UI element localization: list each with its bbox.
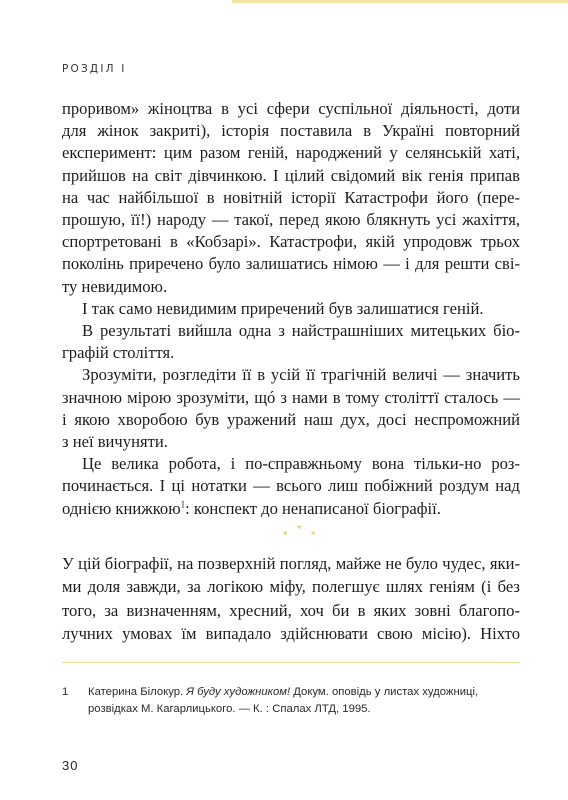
text-line: Це велика робота, і по-справжньому вона тільки-но роз-: [82, 454, 520, 474]
text-line: і якою хворобою був уражений наш дух, досі неспроможний: [62, 409, 520, 429]
text-line: прошую, її!) народу — такої, перед якою блякнуть усі жахіття,: [62, 210, 520, 230]
footnote-publication: розвідках М. Кагарлицького. — К. : Спалах ЛТД, 1995.: [88, 703, 371, 715]
text-line: ту невидимою.: [62, 276, 168, 296]
text-line: В результаті вийшла одна з найстрашніших митецьких біо-: [82, 321, 520, 341]
section-separator-stars: [281, 526, 321, 546]
text-line: спортретовані в «Кобзарі». Катастрофи, якій упродовж трьох: [62, 232, 520, 252]
star-icon: *: [297, 525, 302, 535]
text-line: того, за визначенням, хресний, хоч би в яких зовні благопо-: [62, 600, 520, 620]
text-line: У цій біографії, на позверхній погляд, майже не було чудес, яки-: [62, 554, 520, 573]
text-line: поколінь приречено було залишатись німою — і для решти сві-: [62, 254, 520, 274]
text-line: з неї вичуняти.: [62, 432, 168, 452]
text-fragment: : конспект до ненаписаної біографії.: [185, 498, 441, 518]
text-line: прийшов на світ дівчинкою. І цілий свідомий вік генія припав: [62, 165, 520, 185]
main-text-block: [62, 98, 520, 520]
footnote-marker[interactable]: 1: [180, 499, 186, 510]
text-line: І так само невидимим приречений був залишатися геній.: [82, 298, 484, 318]
text-line: на час найбільшої в новітній історії Катастрофи його (пере-: [62, 187, 520, 207]
page-number: 30: [62, 758, 79, 773]
text-line: проривом» жіноцтва в усі сфери суспільної діяльності, доти: [62, 99, 520, 118]
footnote-text: [88, 684, 522, 718]
footnote-author: Катерина Білокур.: [88, 686, 184, 698]
footnote-number: 1: [62, 686, 69, 698]
top-decorative-rule: [232, 0, 568, 3]
star-icon: *: [283, 531, 288, 541]
text-line: для жінок закриті), історія поставила в Україні повторний: [62, 121, 520, 141]
second-text-block: [62, 552, 520, 646]
footnote-description: Докум. оповідь у листах художниці,: [290, 686, 479, 698]
text-line: Зрозуміти, розгледіти її в усій її трагічній величі — значить: [82, 365, 520, 385]
text-line: починається. І ці нотатки — всього лиш побіжний роздум над: [62, 476, 520, 496]
text-line: лучних умовах їм випадало здійснювати свою місію). Ніхто: [62, 624, 520, 644]
running-head: РОЗДІЛ І: [62, 63, 127, 75]
text-line-with-footnote: [62, 498, 520, 520]
footnote-divider: [62, 662, 520, 663]
text-fragment: однією книжкою: [62, 498, 181, 518]
footnote-book-title: Я буду художником!: [186, 686, 291, 698]
star-icon: *: [311, 531, 316, 541]
text-line: ми доля завжди, за логікою міфу, полегшує шлях геніям (і без: [62, 577, 520, 597]
text-line: графій століття.: [62, 343, 175, 363]
text-line: експеримент: цим разом геній, народжений у селянській хаті,: [62, 143, 520, 163]
text-line: значною мірою зрозуміти, щó з нами в тому століттї сталось —: [62, 387, 520, 407]
